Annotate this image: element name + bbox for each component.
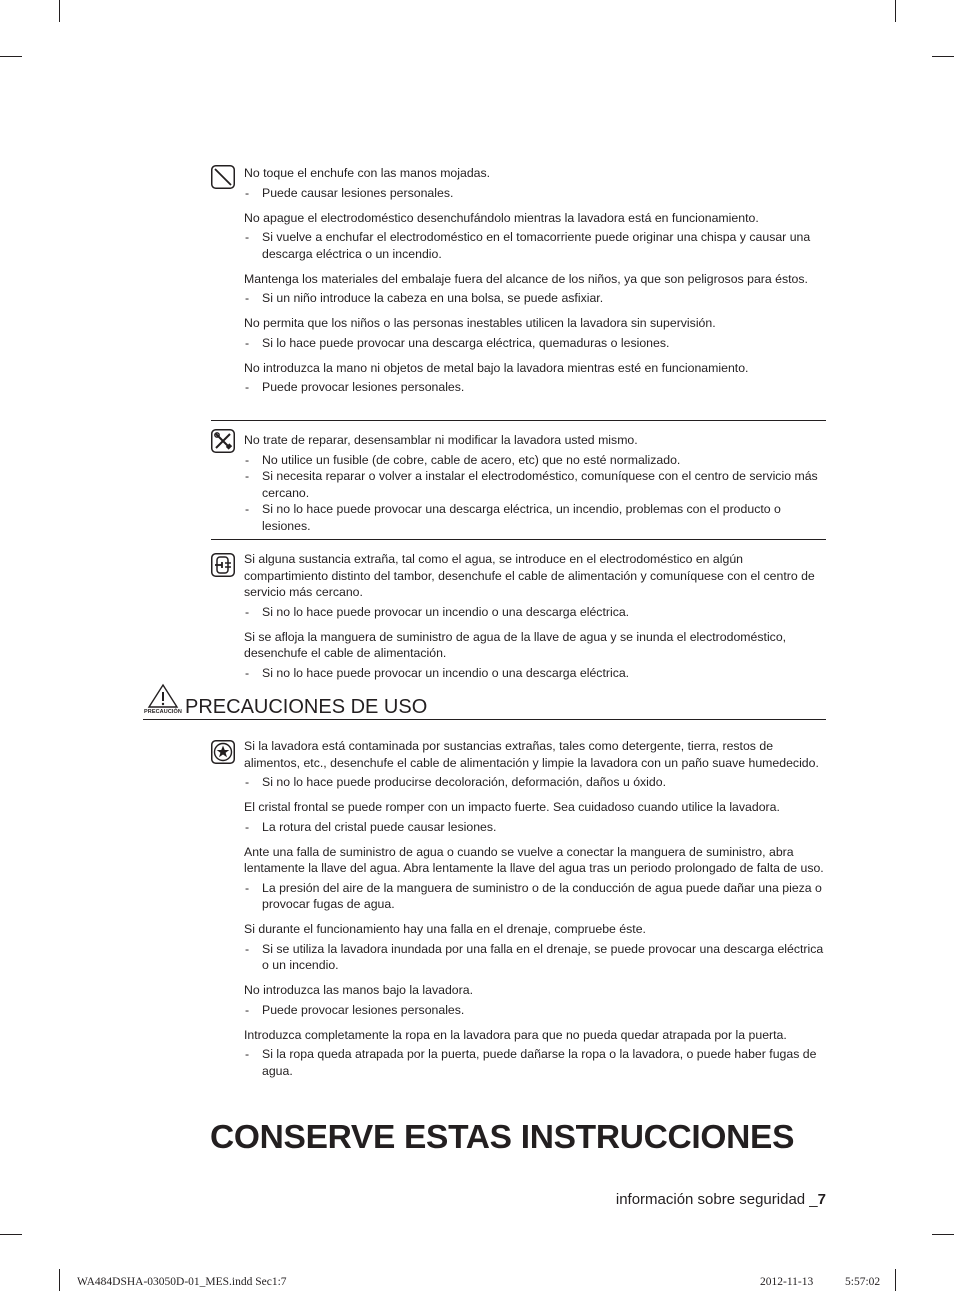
crop-mark (59, 1269, 60, 1291)
section-content (244, 738, 826, 1079)
safety-item-text: No introduzca las manos bajo la lavadora. (244, 983, 473, 997)
crop-mark (895, 1269, 896, 1291)
safety-item-text: No introduzca la mano ni objetos de metal bajo la lavadora mientras esté en funcionamiento. (244, 360, 749, 375)
warning-section-unplug (211, 539, 826, 681)
caution-section-usage (211, 738, 826, 1079)
safety-item-bullet: - Puede provocar lesiones personales. (244, 1002, 826, 1019)
important-star-icon (211, 740, 235, 764)
safety-item-bullet: - Puede causar lesiones personales. (244, 185, 826, 202)
safety-item-text: El cristal frontal se puede romper con un impacto fuerte. Sea cuidadoso cuando utilice la lavadora. (244, 800, 780, 814)
safety-item-bullet: - La rotura del cristal puede causar lesiones. (244, 819, 826, 836)
warning-section-wet-hands (211, 165, 826, 396)
page-number: 7 (817, 1191, 826, 1208)
safety-item-bullet: - Si un niño introduce la cabeza en una bolsa, se puede asfixiar. (244, 290, 826, 307)
safety-item-bullet: - Si vuelve a enchufar el electrodoméstico en el tomacorriente puede originar una chispa y causar una descarga eléctrica o un incendio. (244, 229, 826, 262)
safety-item-bullet: - Si necesita reparar o volver a instalar el electrodoméstico, comuníquese con el centro de servicio más cercano. (244, 468, 826, 501)
divider (143, 719, 826, 720)
safety-item-bullet: - Si se utiliza la lavadora inundada por una falla en el drenaje, se puede provocar una descarga eléctrica o un incendio. (244, 941, 826, 974)
safety-item-text: No toque el enchufe con las manos mojadas. (244, 166, 491, 180)
safety-item (244, 982, 826, 1018)
crop-mark (59, 0, 60, 22)
safety-item-bullet: - Si la ropa queda atrapada por la puerta, puede dañarse la ropa o la lavadora, o puede haber fugas de agua. (244, 1046, 826, 1079)
warning-label: PRECAUCIÓN (144, 709, 182, 715)
safety-item (244, 165, 826, 201)
slug-time: 5:57:02 (845, 1276, 881, 1288)
safety-item (244, 360, 826, 396)
crop-mark (932, 56, 954, 57)
safety-item-text: Introduzca completamente la ropa en la lavadora para que no pueda quedar atrapada por la puerta. (244, 1027, 787, 1042)
safety-item-text: No trate de reparar, desensamblar ni modificar la lavadora usted mismo. (244, 433, 638, 447)
safety-item-bullet: - Si no lo hace puede provocar un incendio o una descarga eléctrica. (244, 604, 826, 621)
safety-item-bullet: - No utilice un fusible (de cobre, cable de acero, etc) que no esté normalizado. (244, 452, 826, 469)
safety-item-text: Si durante el funcionamiento hay una falla en el drenaje, compruebe éste. (244, 922, 646, 936)
safety-item-bullet: - Puede provocar lesiones personales. (244, 379, 826, 396)
slug-file: WA484DSHA-03050D-01_MES.indd Sec1:7 (77, 1276, 287, 1288)
no-wet-hands-icon (211, 165, 235, 189)
page-footer (616, 1191, 826, 1208)
crop-mark (895, 0, 896, 22)
safety-item-bullet: - Si no lo hace puede producirse decoloración, deformación, daños u óxido. (244, 774, 826, 791)
safety-item (244, 629, 826, 682)
section-content (244, 540, 826, 681)
page-title: CONSERVE ESTAS INSTRUCCIONES (210, 1119, 795, 1156)
safety-item-text: Si se afloja la manguera de suministro de agua de la llave de agua y se inunda el electrodoméstico, desenchufe el cable de alimentación. (244, 629, 787, 660)
safety-item-text: No permita que los niños o las personas inestables utilicen la lavadora sin supervisión. (244, 316, 716, 330)
unplug-icon (211, 553, 235, 577)
safety-item-text: Ante una falla de suministro de agua o cuando se vuelve a conectar la manguera de suministro, abra lentamente la llave del agua. Abra lentamente la llave del agua tras un periodo prolongado de falta de uso. (244, 844, 824, 875)
crop-mark (932, 1234, 954, 1235)
safety-item-bullet: - Si no lo hace puede provocar un incendio o una descarga eléctrica. (244, 665, 826, 682)
safety-item-text: Si alguna sustancia extraña, tal como el agua, se introduce en el electrodoméstico en algún compartimiento distinto del tambor, desenchufe el cable de alimentación y comuníquese con el centro de servicio más cercano. (244, 552, 815, 599)
safety-item (244, 799, 826, 835)
section-content (244, 165, 826, 396)
safety-item (244, 1027, 826, 1080)
safety-item (244, 738, 826, 791)
safety-item-text: Mantenga los materiales del embalaje fuera del alcance de los niños, ya que son peligrosos para éstos. (244, 271, 808, 286)
safety-item-text: No apague el electrodoméstico desenchufándolo mientras la lavadora está en funcionamiento. (244, 210, 759, 225)
safety-item (244, 315, 826, 351)
safety-item-bullet: - Si no lo hace puede provocar una descarga eléctrica, un incendio, problemas con el producto o lesiones. (244, 501, 826, 534)
safety-item-bullet: - Si lo hace puede provocar una descarga eléctrica, quemaduras o lesiones. (244, 335, 826, 352)
crop-mark (0, 1234, 22, 1235)
safety-item (244, 844, 826, 913)
footer-text: información sobre seguridad _ (615, 1191, 818, 1208)
warning-section-repair (211, 420, 826, 534)
crop-mark (0, 56, 22, 57)
safety-item (244, 271, 826, 307)
safety-item (244, 921, 826, 974)
safety-item (244, 432, 826, 534)
safety-item-bullet: - La presión del aire de la manguera de suministro o de la conducción de agua puede dañar una pieza o provocar fugas de agua. (244, 880, 826, 913)
section-title: PRECAUCIONES DE USO (185, 696, 428, 718)
section-content (244, 421, 826, 534)
safety-item-text: Si la lavadora está contaminada por sustancias extrañas, tales como detergente, tierra, restos de alimentos, etc., desenchufe el cable de alimentación y limpie la lavadora con un paño suave humedecido. (244, 739, 819, 770)
safety-item (244, 551, 826, 620)
safety-item (244, 210, 826, 263)
no-disassemble-icon (211, 429, 235, 453)
slug-date: 2012-11-13 (760, 1276, 814, 1288)
